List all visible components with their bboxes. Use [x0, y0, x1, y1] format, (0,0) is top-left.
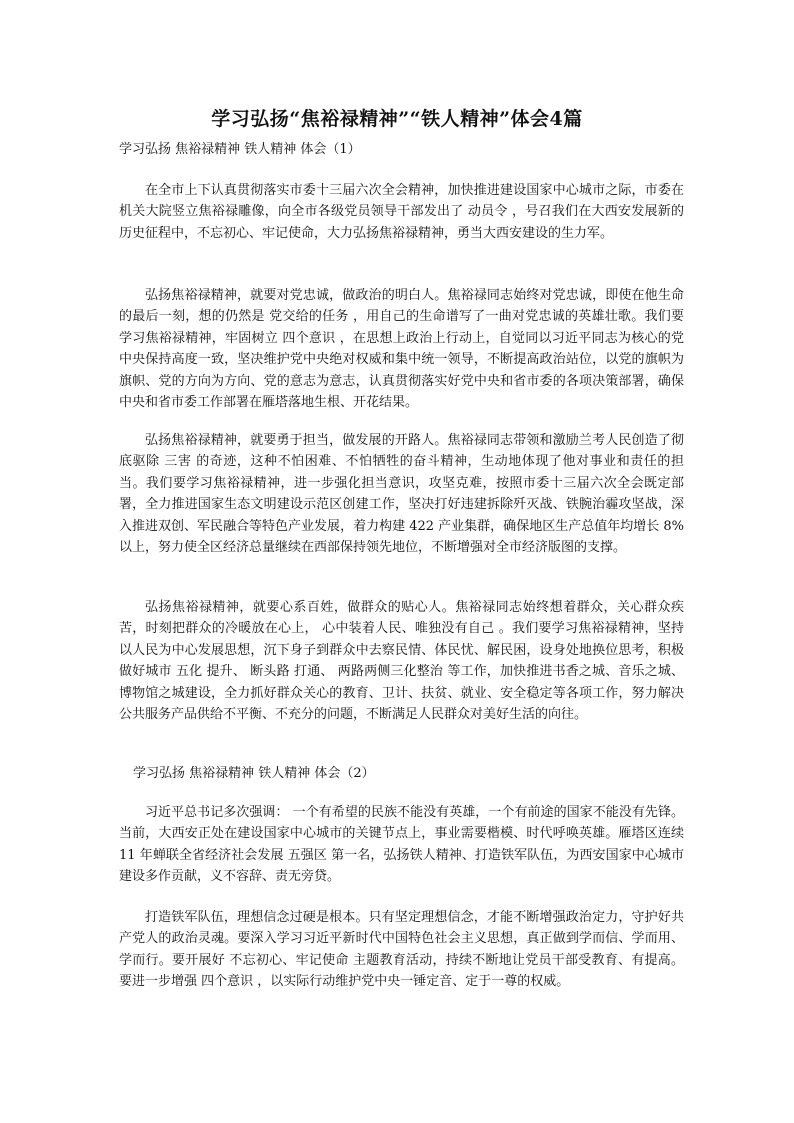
section-2-heading: 学习弘扬 焦裕禄精神 铁人精神 体会（2）	[133, 766, 375, 781]
section-1-paragraph-1: 在全市上下认真贯彻落实市委十三届六次全会精神，加快推进建设国家中心城市之际，市委在机关大院竖立焦裕禄雕像，向全市各级党员领导干部发出了 动员令 ，号召我们在大西安发展新的历史征程中，不忘初心、牢记使命，大力弘扬焦裕禄精神，勇当大西安建设的生力军。	[119, 183, 684, 241]
document-title: 学习弘扬“焦裕禄精神”“铁人精神”体会4篇	[211, 108, 583, 130]
section-2-paragraph-2: 打造铁军队伍，理想信念过硬是根本。只有坚定理想信念，才能不断增强政治定力，守护好共产党人的政治灵魂。要深入学习习近平新时代中国特色社会主义思想，真正做到学而信、学而用、学而行。要开展好 不忘初心、牢记使命 主题教育活动，持续不断地让党员干部受教育、有提高。要进一步增强 四个意识 ，以实际行动维护党中央一锤定音、定于一尊的权威。	[119, 910, 684, 990]
section-1-heading: 学习弘扬 焦裕禄精神 铁人精神 体会（1）	[119, 142, 361, 157]
section-1-paragraph-3: 弘扬焦裕禄精神，就要勇于担当，做发展的开路人。焦裕禄同志带领和激励兰考人民创造了彻底驱除 三害 的奇迹，这种不怕困难、不怕牺牲的奋斗精神，生动地体现了他对事业和责任的担当。我们要学习焦裕禄精神，进一步强化担当意识，攻坚克难，按照市委十三届六次全会既定部署，全力推进国家生态文明建设示范区创建工作，坚决打好违建拆除歼灭战、铁腕治霾攻坚战，深入推进双创、军民融合等特色产业发展，着力构建 422 产业集群，确保地区生产总值年均增长 8%以上，努力使全区经济总量继续在西部保持领先地位，不断增强对全市经济版图的支撑。	[119, 433, 684, 556]
section-1-paragraph-4: 弘扬焦裕禄精神，就要心系百姓，做群众的贴心人。焦裕禄同志始终想着群众，关心群众疾苦，时刻把群众的冷暖放在心上， 心中装着人民、唯独没有自己 。我们要学习焦裕禄精神，坚持以人民为中心发展思想，沉下身子到群众中去察民情、体民忧、解民困，设身处地换位思考，积极做好城市 五化 提升、 断头路 打通、 两路两侧三化整治 等工作，加快推进书香之城、音乐之城、博物馆之城建设，全力抓好群众关心的教育、卫计、扶贫、就业、安全稳定等各项工作，努力解决公共服务产品供给不平衡、不充分的问题，不断满足人民群众对美好生活的向往。	[119, 600, 684, 723]
section-2-paragraph-1: 习近平总书记多次强调： 一个有希望的民族不能没有英雄，一个有前途的国家不能没有先锋。 当前，大西安正处在建设国家中心城市的关键节点上，事业需要楷模、时代呼唤英雄。雁塔区连续 11 年蝉联全省经济社会发展 五强区 第一名，弘扬铁人精神、打造铁军队伍，为西安国家中心城市建设多作贡献，义不容辞、责无旁贷。	[119, 805, 684, 885]
section-1-paragraph-2: 弘扬焦裕禄精神，就要对党忠诚，做政治的明白人。焦裕禄同志始终对党忠诚，即使在他生命的最后一刻，想的仍然是 党交给的任务 ，用自己的生命谱写了一曲对党忠诚的英雄壮歌。我们要学习焦裕禄精神，牢固树立 四个意识 ，在思想上政治上行动上，自觉同以习近平同志为核心的党中央保持高度一致，坚决维护党中央绝对权威和集中统一领导，不断提高政治站位，以党的旗帜为旗帜、党的方向为方向、党的意志为意志，认真贯彻落实好党中央和省市委的各项决策部署，确保中央和省市委工作部署在雁塔落地生根、开花结果。	[119, 288, 684, 411]
